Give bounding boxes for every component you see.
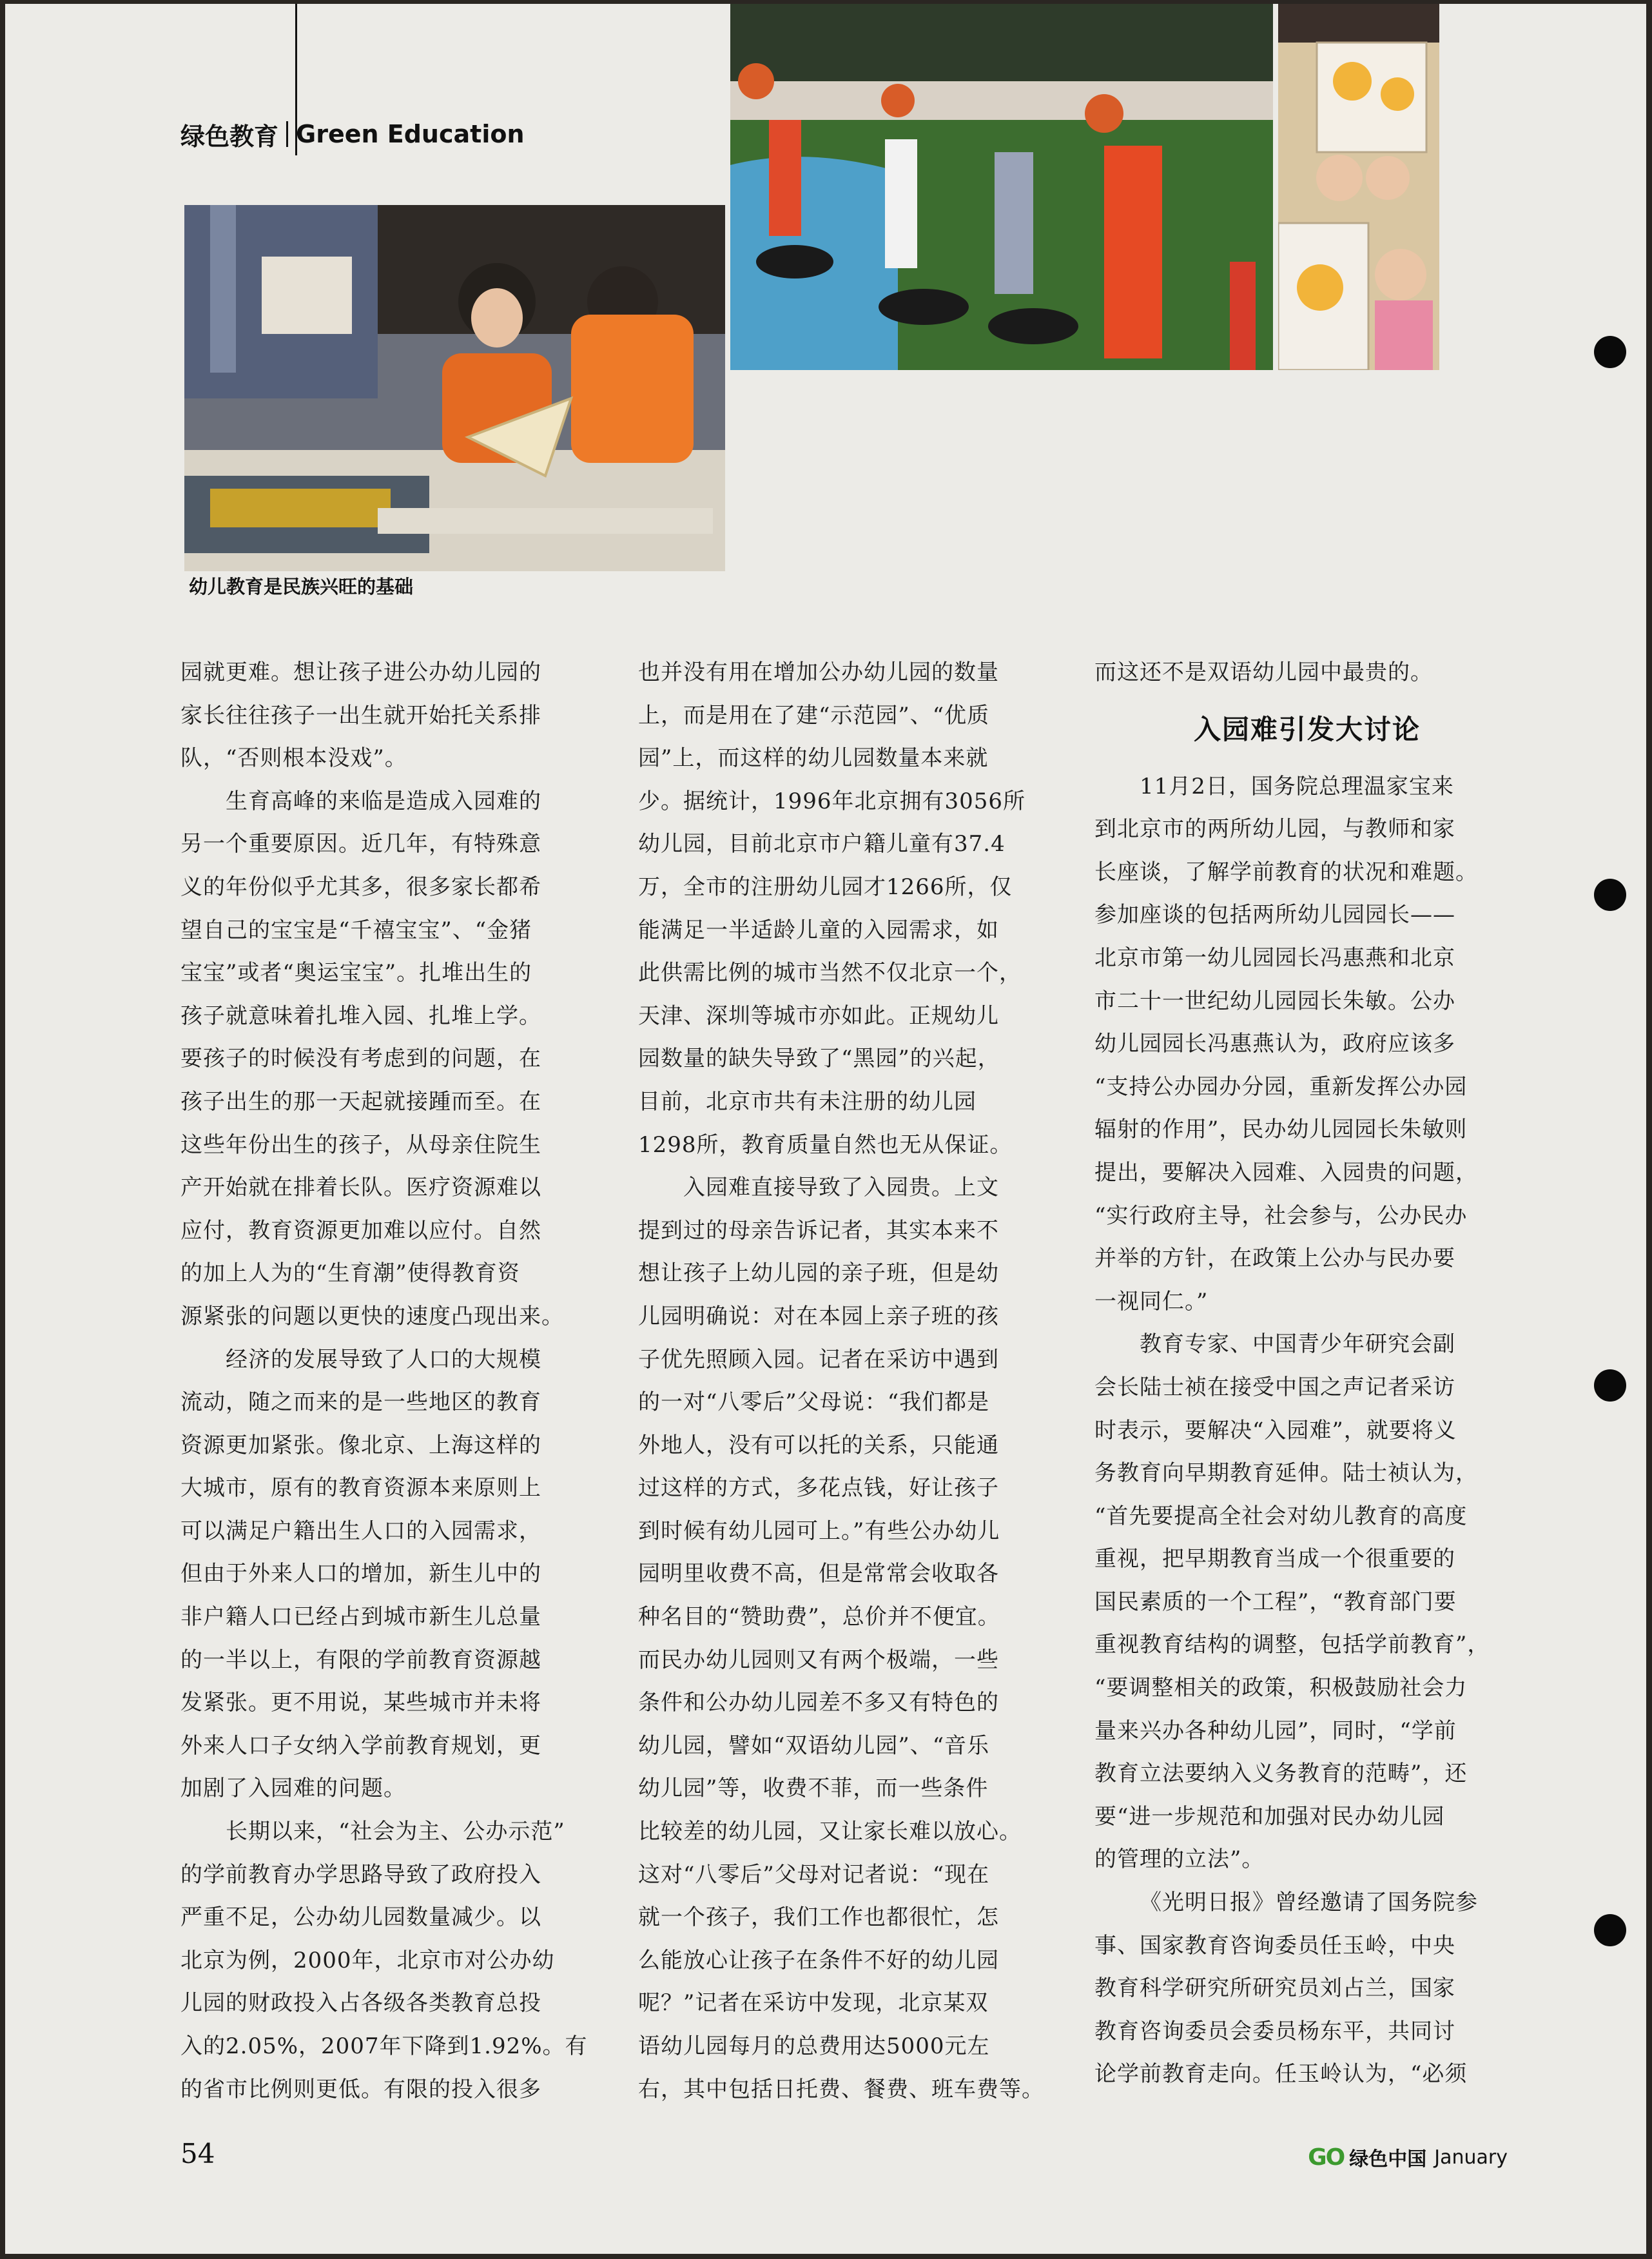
text-line: 语幼儿园每月的总费用达5000元左 bbox=[638, 2033, 990, 2059]
text-line: 过这样的方式，多花点钱，好让孩子 bbox=[638, 1475, 999, 1501]
text-line: 入园难直接导致了入园贵。上文 bbox=[683, 1175, 999, 1201]
text-line: 园数量的缺失导致了“黑园”的兴起， bbox=[638, 1046, 1000, 1072]
text-line: 这些年份出生的孩子，从母亲住院生 bbox=[180, 1131, 541, 1158]
text-line: 要“进一步规范和加强对民办幼儿园 bbox=[1094, 1803, 1445, 1830]
text-line: 应付，教育资源更加难以应付。自然 bbox=[180, 1217, 541, 1244]
text-line: 外来人口子女纳入学前教育规划，更 bbox=[180, 1732, 541, 1759]
text-line: 想让孩子上幼儿园的亲子班，但是幼 bbox=[638, 1260, 999, 1287]
text-line: 时表示，要解决“入园难”，就要将义 bbox=[1094, 1417, 1457, 1443]
text-line: 园就更难。想让孩子进公办幼儿园的 bbox=[180, 660, 541, 685]
text-line: 资源更加紧张。像北京、上海这样的 bbox=[180, 1432, 541, 1458]
footer-brand bbox=[1308, 2143, 1508, 2171]
text-line: 队，“否则根本没戏”。 bbox=[180, 745, 407, 772]
text-line: 也并没有用在增加公办幼儿园的数量 bbox=[638, 660, 999, 685]
text-column-1 bbox=[180, 651, 606, 2111]
section-heading: 入园难引发大讨论 bbox=[1193, 713, 1421, 745]
text-line: 少。据统计，1996年北京拥有3056所 bbox=[638, 788, 1026, 814]
text-line: 幼儿园园长冯惠燕认为，政府应该多 bbox=[1094, 1031, 1455, 1057]
text-line: 而民办幼儿园则又有两个极端，一些 bbox=[638, 1647, 999, 1673]
text-line: 的一半以上，有限的学前教育资源越 bbox=[180, 1647, 541, 1673]
text-line: 加剧了入园难的问题。 bbox=[180, 1775, 406, 1802]
text-line: 万，全市的注册幼儿园才1266所，仅 bbox=[638, 874, 1013, 900]
text-line: 11月2日，国务院总理温家宝来 bbox=[1140, 773, 1454, 799]
text-line: “首先要提高全社会对幼儿教育的高度 bbox=[1094, 1503, 1468, 1529]
text-line: 此供需比例的城市当然不仅北京一个， bbox=[638, 960, 1022, 986]
text-line: 市二十一世纪幼儿园园长朱敏。公办 bbox=[1094, 988, 1455, 1014]
magazine-page bbox=[5, 4, 1646, 2254]
text-line: 儿园的财政投入占各级各类教育总投 bbox=[180, 1990, 541, 2017]
section-header bbox=[180, 115, 525, 153]
text-line: 比较差的幼儿园，又让家长难以放心。 bbox=[638, 1819, 1022, 1845]
text-line: 幼儿园，譬如“双语幼儿园”、“音乐 bbox=[638, 1732, 990, 1759]
text-line: “实行政府主导，社会参与，公办民办 bbox=[1094, 1202, 1468, 1229]
text-line: 入的2.05%，2007年下降到1.92%。有 bbox=[180, 2033, 588, 2059]
photo-children-drawings bbox=[1278, 4, 1439, 370]
text-line: 教育科学研究所研究员刘占兰，国家 bbox=[1094, 1975, 1455, 2002]
header-separator bbox=[286, 121, 288, 147]
text-line: 义的年份似乎尤其多，很多家长都希 bbox=[180, 874, 541, 900]
text-line: 而这还不是双语幼儿园中最贵的。 bbox=[1094, 660, 1433, 685]
text-line: 提到过的母亲告诉记者，其实本来不 bbox=[638, 1217, 999, 1244]
text-line: 产开始就在排着长队。医疗资源难以 bbox=[180, 1175, 541, 1201]
text-line: 右，其中包括日托费、餐费、班车费等。 bbox=[638, 2076, 1044, 2102]
text-line: 呢？”记者在采访中发现，北京某双 bbox=[638, 1990, 989, 2017]
text-line: 的加上人为的“生育潮”使得教育资 bbox=[180, 1260, 520, 1287]
text-line: 条件和公办幼儿园差不多又有特色的 bbox=[638, 1690, 999, 1716]
magazine-name: 绿色中国 bbox=[1349, 2148, 1427, 2171]
text-line: 的学前教育办学思路导致了政府投入 bbox=[180, 1861, 541, 1888]
text-line: 事、国家教育咨询委员任玉岭，中央 bbox=[1094, 1932, 1455, 1959]
text-line: 长期以来，“社会为主、公办示范” bbox=[226, 1819, 565, 1845]
text-line: 长座谈，了解学前教育的状况和难题。 bbox=[1094, 859, 1478, 885]
text-line: 流动，随之而来的是一些地区的教育 bbox=[180, 1389, 541, 1416]
text-line: 要孩子的时候没有考虑到的问题，在 bbox=[180, 1046, 541, 1072]
text-line: 么能放心让孩子在条件不好的幼儿园 bbox=[638, 1947, 999, 1973]
go-logo-icon: GO bbox=[1308, 2144, 1345, 2171]
section-title-cn: 绿色教育 bbox=[180, 122, 279, 151]
text-line: 孩子出生的那一天起就接踵而至。在 bbox=[180, 1088, 541, 1115]
text-line: 种名目的“赞助费”，总价并不便宜。 bbox=[638, 1604, 1000, 1630]
text-line: 教育专家、中国青少年研究会副 bbox=[1140, 1331, 1455, 1358]
text-line: 望自己的宝宝是“千禧宝宝”、“金猪 bbox=[180, 917, 532, 943]
text-line: 经济的发展导致了人口的大规模 bbox=[226, 1346, 541, 1373]
text-line: 《光明日报》曾经邀请了国务院参 bbox=[1140, 1890, 1478, 1916]
text-line: 幼儿园”等，收费不菲，而一些条件 bbox=[638, 1775, 989, 1802]
text-column-3 bbox=[1094, 651, 1520, 2096]
page-number: 54 bbox=[180, 2138, 215, 2169]
text-line: 论学前教育走向。任玉岭认为，“必须 bbox=[1094, 2061, 1468, 2088]
text-line: 教育立法要纳入义务教育的范畴”，还 bbox=[1094, 1761, 1468, 1787]
text-line: 务教育向早期教育延伸。陆士祯认为， bbox=[1094, 1460, 1478, 1487]
text-line: 就一个孩子，我们工作也都很忙，怎 bbox=[638, 1904, 999, 1931]
binder-hole bbox=[1594, 1369, 1626, 1402]
issue-month: January bbox=[1434, 2146, 1508, 2169]
text-line: 提出，要解决入园难、入园贵的问题， bbox=[1094, 1159, 1478, 1186]
text-line: 重视教育结构的调整，包括学前教育”， bbox=[1094, 1632, 1490, 1658]
text-line: 但由于外来人口的增加，新生儿中的 bbox=[180, 1561, 541, 1587]
text-line: 到北京市的两所幼儿园，与教师和家 bbox=[1094, 816, 1455, 843]
text-line: 这对“八零后”父母对记者说：“现在 bbox=[638, 1861, 990, 1888]
text-line: 北京为例，2000年，北京市对公办幼 bbox=[180, 1947, 555, 1973]
text-line: 大城市，原有的教育资源本来原则上 bbox=[180, 1475, 541, 1501]
text-line: 天津、深圳等城市亦如此。正规幼儿 bbox=[638, 1002, 999, 1029]
text-line: 能满足一半适龄儿童的入园需求，如 bbox=[638, 917, 999, 943]
text-column-2 bbox=[638, 651, 1064, 2111]
text-line: 源紧张的问题以更快的速度凸现出来。 bbox=[180, 1303, 564, 1329]
text-line: 并举的方针，在政策上公办与民办要 bbox=[1094, 1246, 1455, 1272]
text-line: 子优先照顾入园。记者在采访中遇到 bbox=[638, 1346, 999, 1373]
text-line: “支持公办园办分园，重新发挥公办园 bbox=[1094, 1073, 1468, 1100]
text-line: 辐射的作用”，民办幼儿园园长朱敏则 bbox=[1094, 1117, 1468, 1143]
text-line: “要调整相关的政策，积极鼓励社会力 bbox=[1094, 1675, 1468, 1701]
text-line: 的管理的立法”。 bbox=[1094, 1846, 1265, 1873]
text-line: 教育咨询委员会委员杨东平，共同讨 bbox=[1094, 2018, 1455, 2044]
text-line: 外地人，没有可以托的关系，只能通 bbox=[638, 1432, 999, 1458]
text-line: 严重不足，公办幼儿园数量减少。以 bbox=[180, 1904, 541, 1931]
text-line: 会长陆士祯在接受中国之声记者采访 bbox=[1094, 1374, 1455, 1400]
binder-hole bbox=[1594, 1914, 1626, 1946]
text-line: 家长往往孩子一出生就开始托关系排 bbox=[180, 702, 541, 729]
text-line: 的一对“八零后”父母说：“我们都是 bbox=[638, 1389, 990, 1416]
text-line: 目前，北京市共有未注册的幼儿园 bbox=[638, 1088, 977, 1115]
text-line: 园明里收费不高，但是常常会收取各 bbox=[638, 1561, 999, 1587]
text-line: 幼儿园，目前北京市户籍儿童有37.4 bbox=[638, 831, 1006, 857]
text-line: 量来兴办各种幼儿园”，同时，“学前 bbox=[1094, 1717, 1457, 1744]
text-line: 生育高峰的来临是造成入园难的 bbox=[226, 788, 541, 814]
text-line: 发紧张。更不用说，某些城市并未将 bbox=[180, 1690, 541, 1716]
text-line: 参加座谈的包括两所幼儿园园长—— bbox=[1094, 902, 1455, 928]
text-line: 宝宝”或者“奥运宝宝”。扎堆出生的 bbox=[180, 960, 532, 986]
binder-hole bbox=[1594, 879, 1626, 911]
text-line: 上，而是用在了建“示范园”、“优质 bbox=[638, 702, 990, 729]
text-line: 北京市第一幼儿园园长冯惠燕和北京 bbox=[1094, 944, 1455, 971]
text-line: 1298所，教育质量自然也无从保证。 bbox=[638, 1131, 1013, 1158]
text-line: 的省市比例则更低。有限的投入很多 bbox=[180, 2076, 541, 2102]
text-line: 重视，把早期教育当成一个很重要的 bbox=[1094, 1546, 1455, 1572]
text-line: 国民素质的一个工程”，“教育部门要 bbox=[1094, 1589, 1457, 1615]
binder-hole bbox=[1594, 336, 1626, 368]
photo-caption: 幼儿教育是民族兴旺的基础 bbox=[189, 576, 414, 598]
text-line: 孩子就意味着扎堆入园、扎堆上学。 bbox=[180, 1002, 541, 1029]
text-line: 可以满足户籍出生人口的入园需求， bbox=[180, 1518, 541, 1544]
photo-craft-children bbox=[184, 205, 725, 571]
text-line: 一视同仁。” bbox=[1094, 1288, 1209, 1315]
text-line: 儿园明确说：对在本园上亲子班的孩 bbox=[638, 1303, 999, 1329]
section-title-en: Green Education bbox=[296, 120, 525, 148]
photo-children-playground bbox=[730, 4, 1273, 370]
text-line: 另一个重要原因。近几年，有特殊意 bbox=[180, 831, 541, 857]
text-line: 非户籍人口已经占到城市新生儿总量 bbox=[180, 1604, 541, 1630]
text-line: 到时候有幼儿园可上。”有些公办幼儿 bbox=[638, 1518, 1000, 1544]
text-line: 园”上，而这样的幼儿园数量本来就 bbox=[638, 745, 989, 772]
